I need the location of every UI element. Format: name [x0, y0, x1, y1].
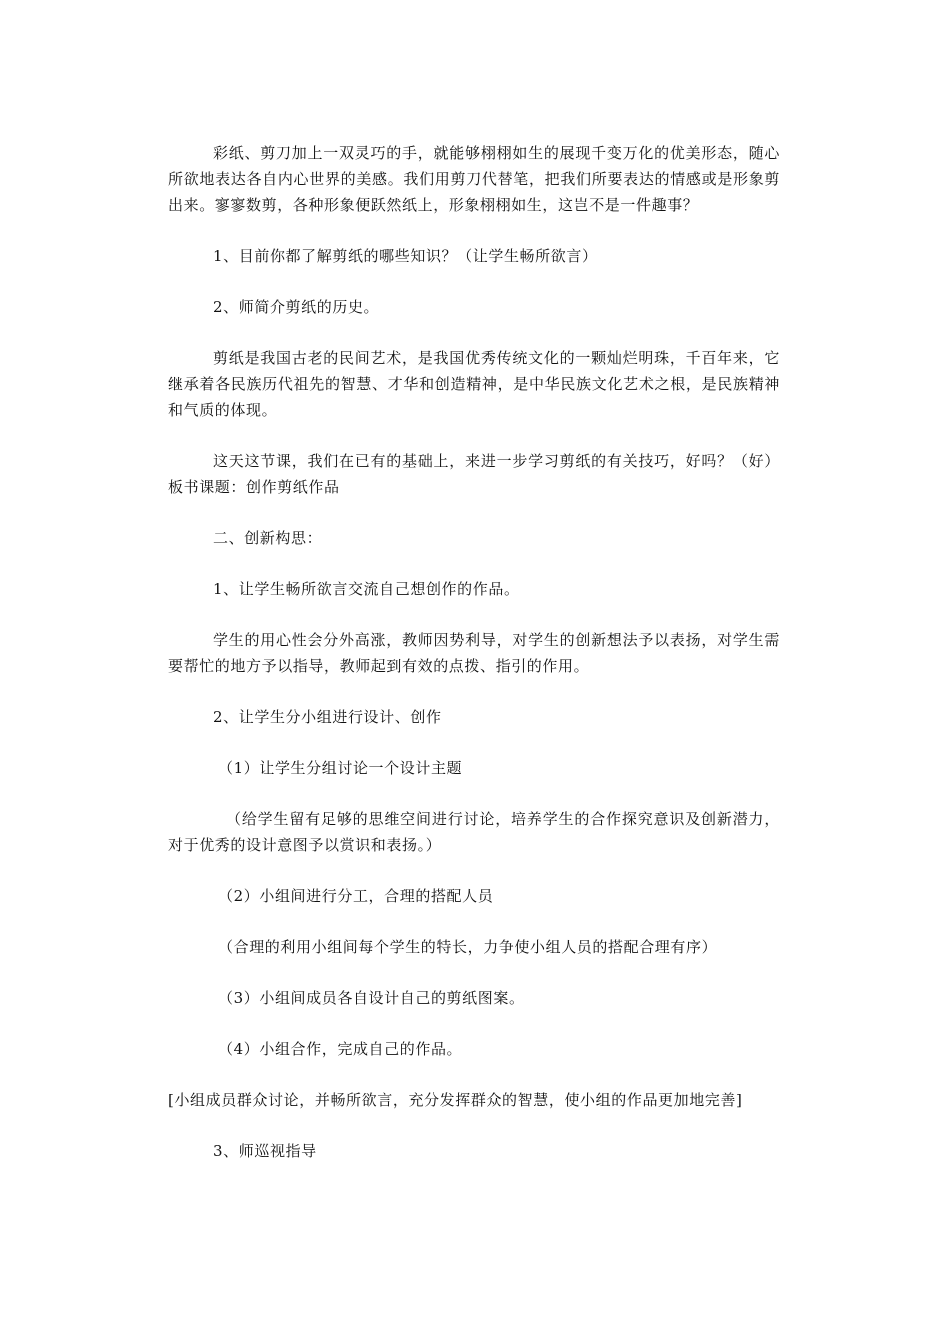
document-page — [168, 140, 780, 1189]
step-2: 2、让学生分小组进行设计、创作 — [213, 708, 442, 726]
substep-3: （3）小组间成员各自设计自己的剪纸图案。 — [218, 989, 525, 1007]
section-heading-innovation: 二、创新构思： — [213, 529, 323, 547]
substep-2: （2）小组间进行分工，合理的搭配人员 — [218, 887, 494, 905]
question-item-1: 1、目前你都了解剪纸的哪些知识？（让学生畅所欲言） — [213, 247, 598, 265]
step-3: 3、师巡视指导 — [213, 1142, 317, 1160]
step-1: 1、让学生畅所欲言交流自己想创作的作品。 — [213, 580, 520, 598]
group-discussion-note: [小组成员群众讨论，并畅所欲言，充分发挥群众的智慧，使小组的作品更加地完善] — [168, 1091, 743, 1109]
history-item-2: 2、师简介剪纸的历史。 — [213, 298, 380, 316]
lesson-topic-paragraph: 这天这节课，我们在已有的基础上，来进一步学习剪纸的有关技巧，好吗？（好）板书课题：创作剪纸作品 — [168, 452, 780, 496]
substep-1-note: （给学生留有足够的思维空间进行讨论，培养学生的合作探究意识及创新潜力，对于优秀的设计意图予以赏识和表扬。） — [168, 810, 780, 854]
substep-2-note: （合理的利用小组间每个学生的特长，力争使小组人员的搭配合理有序） — [218, 938, 718, 956]
substep-4: （4）小组合作，完成自己的作品。 — [218, 1040, 463, 1058]
history-paragraph: 剪纸是我国古老的民间艺术，是我国优秀传统文化的一颗灿烂明珠，千百年来，它继承着各民族历代祖先的智慧、才华和创造精神，是中华民族文化艺术之根，是民族精神和气质的体现。 — [168, 349, 780, 419]
step-1-note: 学生的用心性会分外高涨，教师因势利导，对学生的创新想法予以表扬，对学生需要帮忙的地方予以指导，教师起到有效的点拨、指引的作用。 — [168, 631, 780, 675]
intro-paragraph: 彩纸、剪刀加上一双灵巧的手，就能够栩栩如生的展现千变万化的优美形态，随心所欲地表达各自内心世界的美感。我们用剪刀代替笔，把我们所要表达的情感或是形象剪出来。寥寥数剪，各种形象便跃然纸上，形象栩栩如生，这岂不是一件趣事？ — [168, 144, 780, 214]
substep-1: （1）让学生分组讨论一个设计主题 — [218, 759, 463, 777]
